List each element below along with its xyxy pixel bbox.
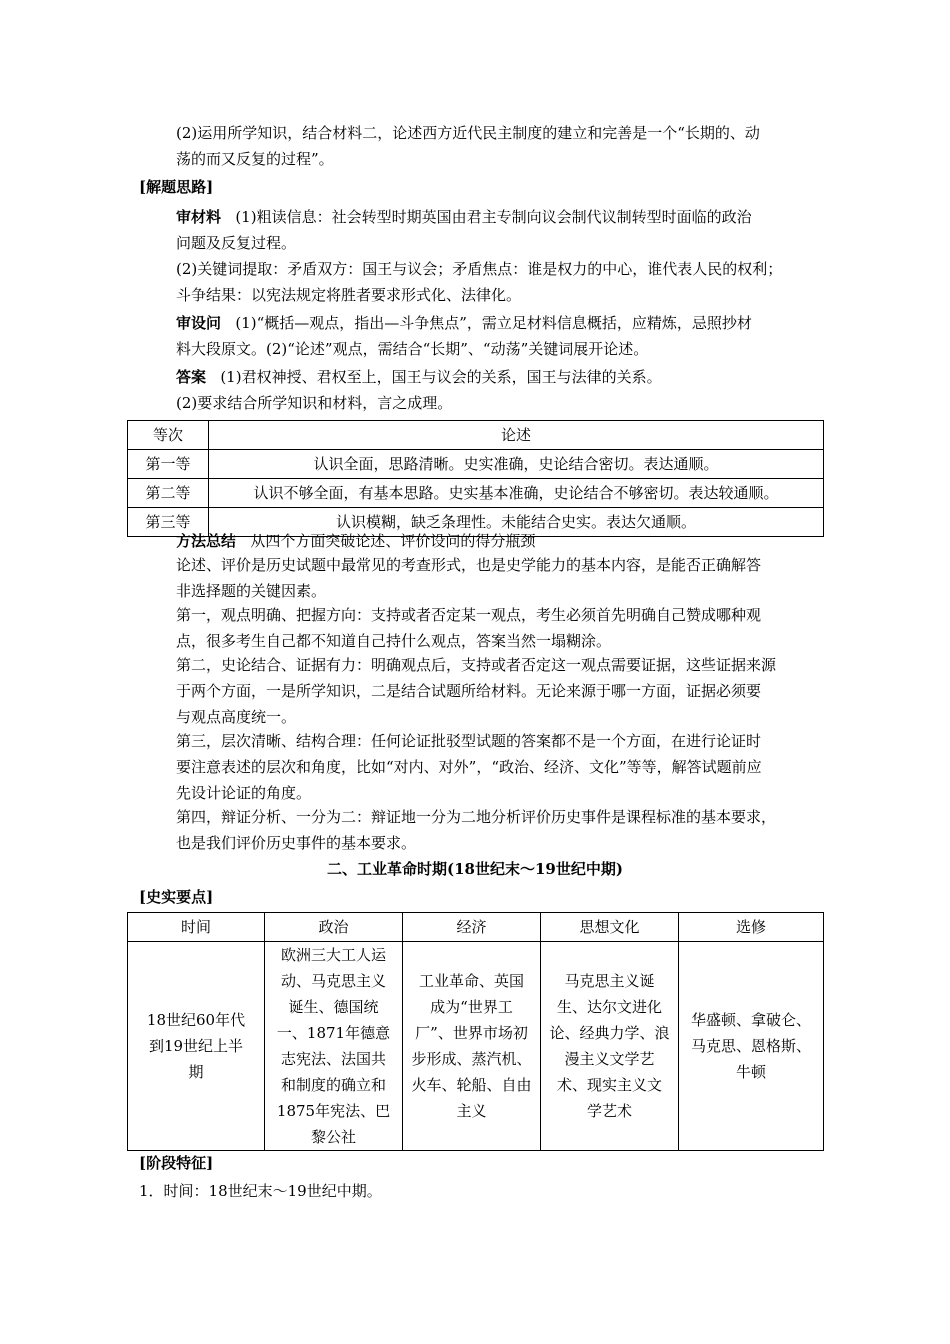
cell-line: 论、经典力学、浪 bbox=[549, 1024, 670, 1042]
cell-line: 欧洲三大工人运 bbox=[280, 946, 386, 964]
cell-line: 一、1871年德意 bbox=[276, 1024, 391, 1042]
shen-cailiao-line-1 bbox=[176, 204, 824, 230]
table-cell: 认识模糊，缺乏条理性。未能结合史实。表达欠通顺。 bbox=[209, 508, 824, 537]
table-header-cell: 思想文化 bbox=[541, 913, 679, 942]
method-label: 方法总结 bbox=[176, 532, 237, 550]
shen-cailiao-text: (1)粗读信息：社会转型时期英国由君主专制向议会制代议制转型时面临的政治 bbox=[235, 208, 752, 226]
table-cell-politics bbox=[265, 942, 403, 1151]
table-row bbox=[128, 913, 824, 942]
table-header-cell: 政治 bbox=[265, 913, 403, 942]
table-header-cell: 选修 bbox=[679, 913, 824, 942]
method-p2-line-3: 与观点高度统一。 bbox=[176, 708, 297, 726]
table-row bbox=[128, 421, 824, 450]
cell-line: 步形成、蒸汽机、 bbox=[411, 1050, 532, 1068]
jieti-header: [解题思路] bbox=[139, 178, 214, 196]
cell-line: 漫主义文学艺 bbox=[564, 1050, 655, 1068]
cell-line: 动、马克思主义 bbox=[280, 972, 386, 990]
table-header-cell: 经济 bbox=[403, 913, 541, 942]
method-p3-line-1: 第三，层次清晰、结构合理：任何论证批驳型试题的答案都不是一个方面，在进行论证时 bbox=[176, 732, 762, 750]
table-header-cell: 时间 bbox=[128, 913, 265, 942]
cell-line: 生、达尔文进化 bbox=[556, 998, 662, 1016]
table-cell: 第二等 bbox=[128, 479, 209, 508]
cell-line: 主义 bbox=[456, 1102, 487, 1120]
method-p1-line-1: 第一，观点明确、把握方向：支持或者否定某一观点，考生必须首先明确自己赞成哪种观 bbox=[176, 606, 762, 624]
cell-line: 马克思主义诞 bbox=[564, 972, 655, 990]
cell-line: 工业革命、英国 bbox=[418, 972, 524, 990]
method-p3-line-2: 要注意表述的层次和角度，比如“对内、对外”，“政治、经济、文化”等等，解答试题前应 bbox=[176, 758, 762, 776]
cell-line: 火车、轮船、自由 bbox=[411, 1076, 532, 1094]
table-cell-elective bbox=[679, 942, 824, 1151]
table-row bbox=[128, 479, 824, 508]
cell-line: 和制度的确立和 bbox=[280, 1076, 386, 1094]
answer-label: 答案 bbox=[176, 368, 207, 386]
cell-line: 到19世纪上半 bbox=[148, 1037, 244, 1055]
method-p4-line-2: 也是我们评价历史事件的基本要求。 bbox=[176, 834, 417, 852]
table-cell: 认识不够全面，有基本思路。史实基本准确，史论结合不够密切。表达较通顺。 bbox=[209, 479, 824, 508]
cell-line: 志宪法、法国共 bbox=[280, 1050, 386, 1068]
shen-shewen-line-2: 料大段原文。(2)“论述”观点，需结合“长期”、“动荡”关键词展开论述。 bbox=[176, 340, 649, 358]
shen-shewen-label: 审设问 bbox=[176, 314, 222, 332]
method-p4-line-1: 第四，辩证分析、一分为二：辩证地一分为二地分析评价历史事件是课程标准的基本要求， bbox=[176, 808, 777, 826]
cell-line: 华盛顿、拿破仑、 bbox=[690, 1011, 811, 1029]
facts-header: [史实要点] bbox=[139, 888, 214, 906]
keyword-line-2: 斗争结果：以宪法规定将胜者要求形式化、法律化。 bbox=[176, 286, 522, 304]
cell-line: 18世纪60年代 bbox=[146, 1011, 246, 1029]
shen-shewen-text: (1)“概括—观点，指出—斗争焦点”，需立足材料信息概括，应精炼，忌照抄材 bbox=[235, 314, 752, 332]
method-p3-line-3: 先设计论证的角度。 bbox=[176, 784, 312, 802]
cell-line: 黎公社 bbox=[310, 1128, 356, 1146]
question-2-line-2: 荡的而又反复的过程”。 bbox=[176, 150, 334, 168]
method-p2-line-2: 于两个方面，一是所学知识，二是结合试题所给材料。无论来源于哪一方面，证据必须要 bbox=[176, 682, 762, 700]
cell-line: 马克思、恩格斯、 bbox=[690, 1037, 811, 1055]
method-p1-line-2: 点，很多考生自己都不知道自己持什么观点，答案当然一塌糊涂。 bbox=[176, 632, 612, 650]
table-cell-culture bbox=[541, 942, 679, 1151]
cell-line: 成为“世界工 bbox=[430, 998, 513, 1016]
cell-line: 1875年宪法、巴 bbox=[276, 1102, 391, 1120]
table-row bbox=[128, 450, 824, 479]
question-2-line-1: (2)运用所学知识，结合材料二，论述西方近代民主制度的建立和完善是一个“长期的、动 bbox=[176, 124, 760, 142]
cell-line: 术、现实主义文 bbox=[556, 1076, 662, 1094]
table-header-cell: 等次 bbox=[128, 421, 209, 450]
answer-line-2: (2)要求结合所学知识和材料，言之成理。 bbox=[176, 394, 453, 412]
keyword-line-1: (2)关键词提取：矛盾双方：国王与议会；矛盾焦点：谁是权力的中心，谁代表人民的权利； bbox=[176, 260, 783, 278]
answer-line-1 bbox=[176, 364, 824, 390]
stage-header: [阶段特征] bbox=[139, 1154, 214, 1172]
cell-line: 期 bbox=[188, 1063, 204, 1081]
table-cell: 第一等 bbox=[128, 450, 209, 479]
facts-table bbox=[127, 912, 824, 1151]
grade-table bbox=[127, 420, 824, 537]
method-title-line bbox=[176, 528, 824, 554]
table-header-cell: 论述 bbox=[209, 421, 824, 450]
shen-cailiao-line-2: 问题及反复过程。 bbox=[176, 234, 297, 252]
table-cell-economy bbox=[403, 942, 541, 1151]
shen-shewen-line-1 bbox=[176, 310, 824, 336]
method-p2-line-1: 第二，史论结合、证据有力：明确观点后，支持或者否定这一观点需要证据，这些证据来源 bbox=[176, 656, 777, 674]
method-p0-line-1: 论述、评价是历史试题中最常见的考查形式，也是史学能力的基本内容，是能否正确解答 bbox=[176, 556, 762, 574]
table-cell-time bbox=[128, 942, 265, 1151]
answer-text: (1)君权神授、君权至上，国王与议会的关系，国王与法律的关系。 bbox=[220, 368, 662, 386]
table-cell: 第三等 bbox=[128, 508, 209, 537]
method-title: 从四个方面突破论述、评价设问的得分瓶颈 bbox=[250, 532, 536, 550]
method-p0-line-2: 非选择题的关键因素。 bbox=[176, 582, 327, 600]
cell-line: 诞生、德国统 bbox=[288, 998, 379, 1016]
section-2-title: 二、工业革命时期(18世纪末～19世纪中期) bbox=[327, 860, 623, 878]
cell-line: 学艺术 bbox=[586, 1102, 632, 1120]
table-cell: 认识全面，思路清晰。史实准确，史论结合密切。表达通顺。 bbox=[209, 450, 824, 479]
cell-line: 牛顿 bbox=[735, 1063, 766, 1081]
shen-cailiao-label: 审材料 bbox=[176, 208, 222, 226]
table-row bbox=[128, 942, 824, 1151]
cell-line: 厂”、世界市场初 bbox=[415, 1024, 528, 1042]
stage-item-1: 1．时间：18世纪末～19世纪中期。 bbox=[139, 1182, 382, 1200]
